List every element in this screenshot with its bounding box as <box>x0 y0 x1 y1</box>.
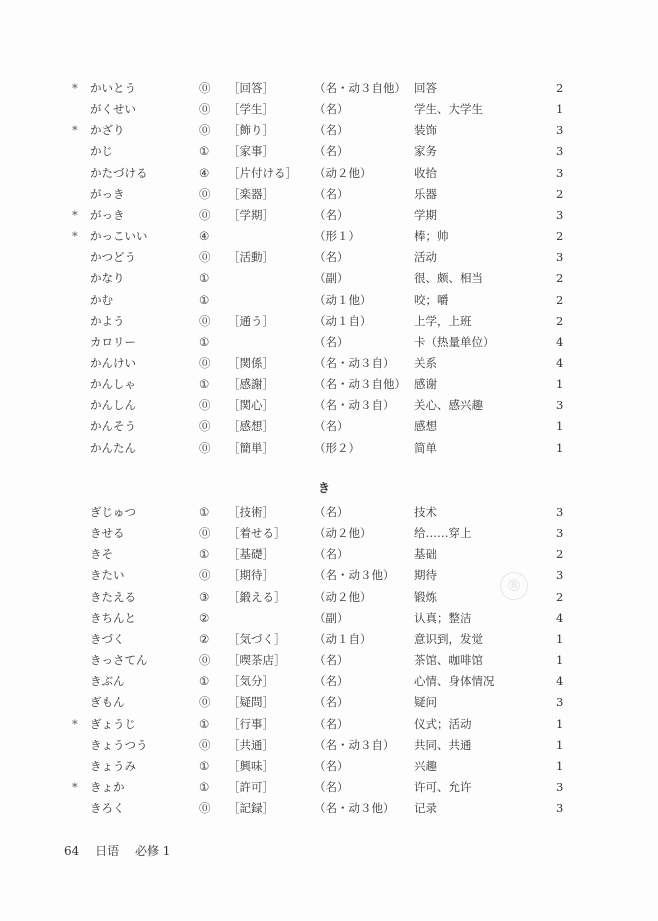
part-of-speech: （形１） <box>314 229 360 244</box>
part-of-speech: （名） <box>314 758 349 773</box>
vocab-row <box>0 311 658 331</box>
accent-mark: ① <box>199 377 210 392</box>
accent-mark: ⓪ <box>199 695 211 710</box>
part-of-speech: （名） <box>314 207 349 222</box>
meaning: 认真；整洁 <box>414 610 472 625</box>
part-of-speech: （名・动３自） <box>314 355 395 370</box>
accent-mark: ⓪ <box>199 313 211 328</box>
kanji-form: ［回答］ <box>228 81 274 95</box>
level-number: 3 <box>556 526 564 541</box>
level-number: 1 <box>556 653 564 668</box>
level-number: 3 <box>556 801 564 816</box>
accent-mark: ③ <box>199 589 210 604</box>
reading: ぎょうじ <box>90 716 136 731</box>
star-mark: * <box>72 229 78 244</box>
vocab-row <box>0 523 658 543</box>
reading: かんけい <box>90 355 136 370</box>
meaning: 活动 <box>414 250 437 265</box>
accent-mark: ⓪ <box>199 398 211 413</box>
meaning: 关系 <box>414 355 437 370</box>
reading: かんたん <box>90 440 136 455</box>
reading: かよう <box>90 313 125 328</box>
reading: きっさてん <box>90 653 148 668</box>
level-number: 4 <box>556 610 564 625</box>
vocab-row <box>0 565 658 585</box>
level-number: 3 <box>556 250 564 265</box>
accent-mark: ⓪ <box>199 440 211 455</box>
reading: きょうつう <box>90 737 148 752</box>
part-of-speech: （名） <box>314 334 349 349</box>
reading: きたい <box>90 568 125 583</box>
part-of-speech: （名） <box>314 419 349 434</box>
accent-mark: ① <box>199 334 210 349</box>
accent-mark: ⓪ <box>199 355 211 370</box>
kanji-form: ［通う］ <box>228 313 274 328</box>
kanji-form: ［行事］ <box>228 716 274 731</box>
accent-mark: ⓪ <box>199 102 211 117</box>
part-of-speech: （副） <box>314 271 349 286</box>
meaning: 感谢 <box>414 377 437 392</box>
reading: かじ <box>90 144 113 159</box>
meaning: 锻炼 <box>414 589 437 604</box>
vocab-row <box>0 714 658 734</box>
accent-mark: ⓪ <box>199 737 211 752</box>
accent-mark: ④ <box>199 165 210 180</box>
vocab-row <box>0 141 658 161</box>
accent-mark: ⓪ <box>199 568 211 583</box>
level-number: 1 <box>556 377 564 392</box>
level-number: 4 <box>556 674 564 689</box>
meaning: 学期 <box>414 207 437 222</box>
meaning: 心情、身体情况 <box>414 674 495 689</box>
part-of-speech: （名） <box>314 695 349 710</box>
part-of-speech: （动２他） <box>314 589 372 604</box>
kanji-form: ［喫茶店］ <box>228 653 286 668</box>
part-of-speech: （名・动３自他） <box>314 81 406 95</box>
accent-mark: ① <box>199 716 210 731</box>
meaning: 关心、感兴趣 <box>414 398 483 413</box>
kanji-form: ［関心］ <box>228 398 274 413</box>
level-number: 3 <box>556 398 564 413</box>
vocab-row <box>0 650 658 670</box>
reading: きそ <box>90 547 113 562</box>
accent-mark: ① <box>199 292 210 307</box>
vocab-row <box>0 735 658 755</box>
meaning: 记录 <box>414 801 437 816</box>
page-number: 64 <box>64 844 80 858</box>
level-number: 1 <box>556 102 564 117</box>
level-number: 2 <box>556 229 564 244</box>
part-of-speech: （名） <box>314 144 349 159</box>
part-of-speech: （名） <box>314 779 349 794</box>
kanji-form: ［飾り］ <box>228 123 274 138</box>
vocab-row <box>0 78 658 98</box>
meaning: 很、颇、相当 <box>414 271 483 286</box>
reading: かんしん <box>90 398 136 413</box>
part-of-speech: （名） <box>314 123 349 138</box>
star-mark: * <box>72 123 78 138</box>
accent-mark: ⓪ <box>199 801 211 816</box>
part-of-speech: （名） <box>314 186 349 201</box>
level-number: 3 <box>556 505 564 519</box>
meaning: 收拾 <box>414 165 437 180</box>
meaning: 学生、大学生 <box>414 102 483 117</box>
star-mark: * <box>72 779 78 794</box>
accent-mark: ⓪ <box>199 186 211 201</box>
meaning: 疑问 <box>414 695 437 710</box>
kanji-form: ［活動］ <box>228 250 274 265</box>
level-number: 3 <box>556 779 564 794</box>
kanji-form: ［片付ける］ <box>228 165 297 180</box>
kanji-form: ［簡単］ <box>228 440 274 455</box>
meaning: 兴趣 <box>414 758 437 773</box>
part-of-speech: （动１他） <box>314 292 372 307</box>
kanji-form: ［関係］ <box>228 355 274 370</box>
meaning: 期待 <box>414 568 437 583</box>
kanji-form: ［気づく］ <box>228 631 286 646</box>
part-of-speech: （名・动３自他） <box>314 377 406 392</box>
kanji-form: ［疑問］ <box>228 695 274 710</box>
level-number: 2 <box>556 271 564 286</box>
accent-mark: ① <box>199 144 210 159</box>
vocab-row <box>0 502 658 522</box>
kanji-form: ［期待］ <box>228 568 274 583</box>
meaning: 咬；嚼 <box>414 292 449 307</box>
part-of-speech: （名） <box>314 547 349 562</box>
part-of-speech: （动２他） <box>314 165 372 180</box>
vocab-row <box>0 184 658 204</box>
reading: きょうみ <box>90 758 136 773</box>
level-number: 1 <box>556 758 564 773</box>
kanji-form: ［鍛える］ <box>228 589 286 604</box>
level-number: 2 <box>556 81 564 95</box>
kanji-form: ［着せる］ <box>228 526 286 541</box>
level-number: 2 <box>556 547 564 562</box>
meaning: 感想 <box>414 419 437 434</box>
kanji-form: ［学生］ <box>228 102 274 117</box>
reading: がくせい <box>90 102 136 117</box>
level-number: 1 <box>556 440 564 455</box>
reading: きぶん <box>90 674 125 689</box>
level-number: 2 <box>556 313 564 328</box>
vocab-row <box>0 374 658 394</box>
meaning: 共同、共通 <box>414 737 472 752</box>
accent-mark: ① <box>199 758 210 773</box>
accent-mark: ① <box>199 779 210 794</box>
vocab-row <box>0 247 658 267</box>
vocab-row <box>0 544 658 564</box>
vocab-row <box>0 798 658 818</box>
meaning: 仪式；活动 <box>414 716 472 731</box>
vocab-row <box>0 692 658 712</box>
accent-mark: ② <box>199 610 210 625</box>
vocab-row <box>0 290 658 310</box>
vocab-row <box>0 671 658 691</box>
reading: かつどう <box>90 250 136 265</box>
accent-mark: ① <box>199 271 210 286</box>
reading: かむ <box>90 292 113 307</box>
kanji-form: ［記録］ <box>228 801 274 816</box>
part-of-speech: （副） <box>314 610 349 625</box>
meaning: 技术 <box>414 505 437 519</box>
reading: がっき <box>90 207 125 222</box>
meaning: 卡（热量单位） <box>414 334 495 349</box>
vocab-row <box>0 353 658 373</box>
level-number: 3 <box>556 165 564 180</box>
accent-mark: ⓪ <box>199 123 211 138</box>
kanji-form: ［基礎］ <box>228 547 274 562</box>
kanji-form: ［学期］ <box>228 207 274 222</box>
reading: かたづける <box>90 165 148 180</box>
kanji-form: ［興味］ <box>228 758 274 773</box>
part-of-speech: （名） <box>314 250 349 265</box>
part-of-speech: （名） <box>314 674 349 689</box>
level-number: 3 <box>556 568 564 583</box>
vocab-row <box>0 120 658 140</box>
reading: カロリー <box>90 334 136 349</box>
star-mark: * <box>72 716 78 731</box>
vocab-row <box>0 438 658 458</box>
level-number: 2 <box>556 186 564 201</box>
meaning: 给……穿上 <box>414 526 472 541</box>
part-of-speech: （名・动３他） <box>314 801 395 816</box>
kanji-form: ［楽器］ <box>228 186 274 201</box>
accent-mark: ① <box>199 547 210 562</box>
meaning: 简单 <box>414 440 437 455</box>
vocab-row <box>0 99 658 119</box>
level-number: 3 <box>556 144 564 159</box>
reading: ぎもん <box>90 695 125 710</box>
reading: かっこいい <box>90 229 148 244</box>
part-of-speech: （名・动３他） <box>314 568 395 583</box>
accent-mark: ④ <box>199 229 210 244</box>
reading: きたえる <box>90 589 136 604</box>
level-number: 4 <box>556 355 564 370</box>
vocab-row <box>0 416 658 436</box>
page-footer <box>64 842 182 859</box>
watermark-registered-mark: ® <box>500 572 528 600</box>
vocab-row <box>0 268 658 288</box>
meaning: 意识到，发觉 <box>414 631 483 646</box>
level-number: 3 <box>556 695 564 710</box>
part-of-speech: （名） <box>314 102 349 117</box>
vocab-row <box>0 587 658 607</box>
star-mark: * <box>72 207 78 222</box>
reading: ぎじゅつ <box>90 505 136 519</box>
reading: きょか <box>90 779 125 794</box>
reading: きろく <box>90 801 125 816</box>
level-number: 3 <box>556 123 564 138</box>
reading: きちんと <box>90 610 136 625</box>
reading: かなり <box>90 271 125 286</box>
level-number: 2 <box>556 292 564 307</box>
vocab-row <box>0 629 658 649</box>
meaning: 上学，上班 <box>414 313 472 328</box>
kanji-form: ［許可］ <box>228 779 274 794</box>
meaning: 茶馆、咖啡馆 <box>414 653 483 668</box>
vocab-row <box>0 777 658 797</box>
reading: かんしゃ <box>90 377 136 392</box>
kanji-form: ［技術］ <box>228 505 274 519</box>
meaning: 装饰 <box>414 123 437 138</box>
part-of-speech: （动２他） <box>314 526 372 541</box>
part-of-speech: （名・动３自） <box>314 737 395 752</box>
vocab-row <box>0 226 658 246</box>
kanji-form: ［家事］ <box>228 144 274 159</box>
part-of-speech: （形２） <box>314 440 360 455</box>
part-of-speech: （动１自） <box>314 631 372 646</box>
meaning: 基础 <box>414 547 437 562</box>
reading: かんそう <box>90 419 136 434</box>
meaning: 乐器 <box>414 186 437 201</box>
part-of-speech: （名・动３自） <box>314 398 395 413</box>
reading: きせる <box>90 526 125 541</box>
level-number: 3 <box>556 207 564 222</box>
level-number: 1 <box>556 737 564 752</box>
accent-mark: ⓪ <box>199 526 211 541</box>
kanji-form: ［感謝］ <box>228 377 274 392</box>
level-number: 1 <box>556 716 564 731</box>
accent-mark: ⓪ <box>199 207 211 222</box>
accent-mark: ② <box>199 631 210 646</box>
vocab-row <box>0 756 658 776</box>
level-number: 1 <box>556 631 564 646</box>
accent-mark: ⓪ <box>199 653 211 668</box>
meaning: 棒；帅 <box>414 229 449 244</box>
accent-mark: ① <box>199 505 210 519</box>
vocab-row <box>0 163 658 183</box>
reading: きづく <box>90 631 125 646</box>
part-of-speech: （名） <box>314 505 349 519</box>
accent-mark: ① <box>199 674 210 689</box>
kanji-form: ［共通］ <box>228 737 274 752</box>
level-number: 4 <box>556 334 564 349</box>
vocab-row <box>0 332 658 352</box>
reading: かいとう <box>90 81 136 95</box>
kanji-form: ［気分］ <box>228 674 274 689</box>
reading: かざり <box>90 123 125 138</box>
vocab-row <box>0 608 658 628</box>
part-of-speech: （动１自） <box>314 313 372 328</box>
reading: がっき <box>90 186 125 201</box>
vocab-row <box>0 205 658 225</box>
volume-label: 必修 1 <box>134 844 171 858</box>
level-number: 2 <box>556 589 564 604</box>
part-of-speech: （名） <box>314 716 349 731</box>
kanji-form: ［感想］ <box>228 419 274 434</box>
accent-mark: ⓪ <box>199 81 211 95</box>
meaning: 许可、允许 <box>414 779 472 794</box>
part-of-speech: （名） <box>314 653 349 668</box>
meaning: 回答 <box>414 81 437 95</box>
star-mark: * <box>72 81 78 95</box>
section-heading-ki: き <box>318 481 331 495</box>
accent-mark: ⓪ <box>199 419 211 434</box>
book-title: 日语 <box>95 844 120 858</box>
accent-mark: ⓪ <box>199 250 211 265</box>
meaning: 家务 <box>414 144 437 159</box>
vocab-row <box>0 395 658 415</box>
level-number: 1 <box>556 419 564 434</box>
